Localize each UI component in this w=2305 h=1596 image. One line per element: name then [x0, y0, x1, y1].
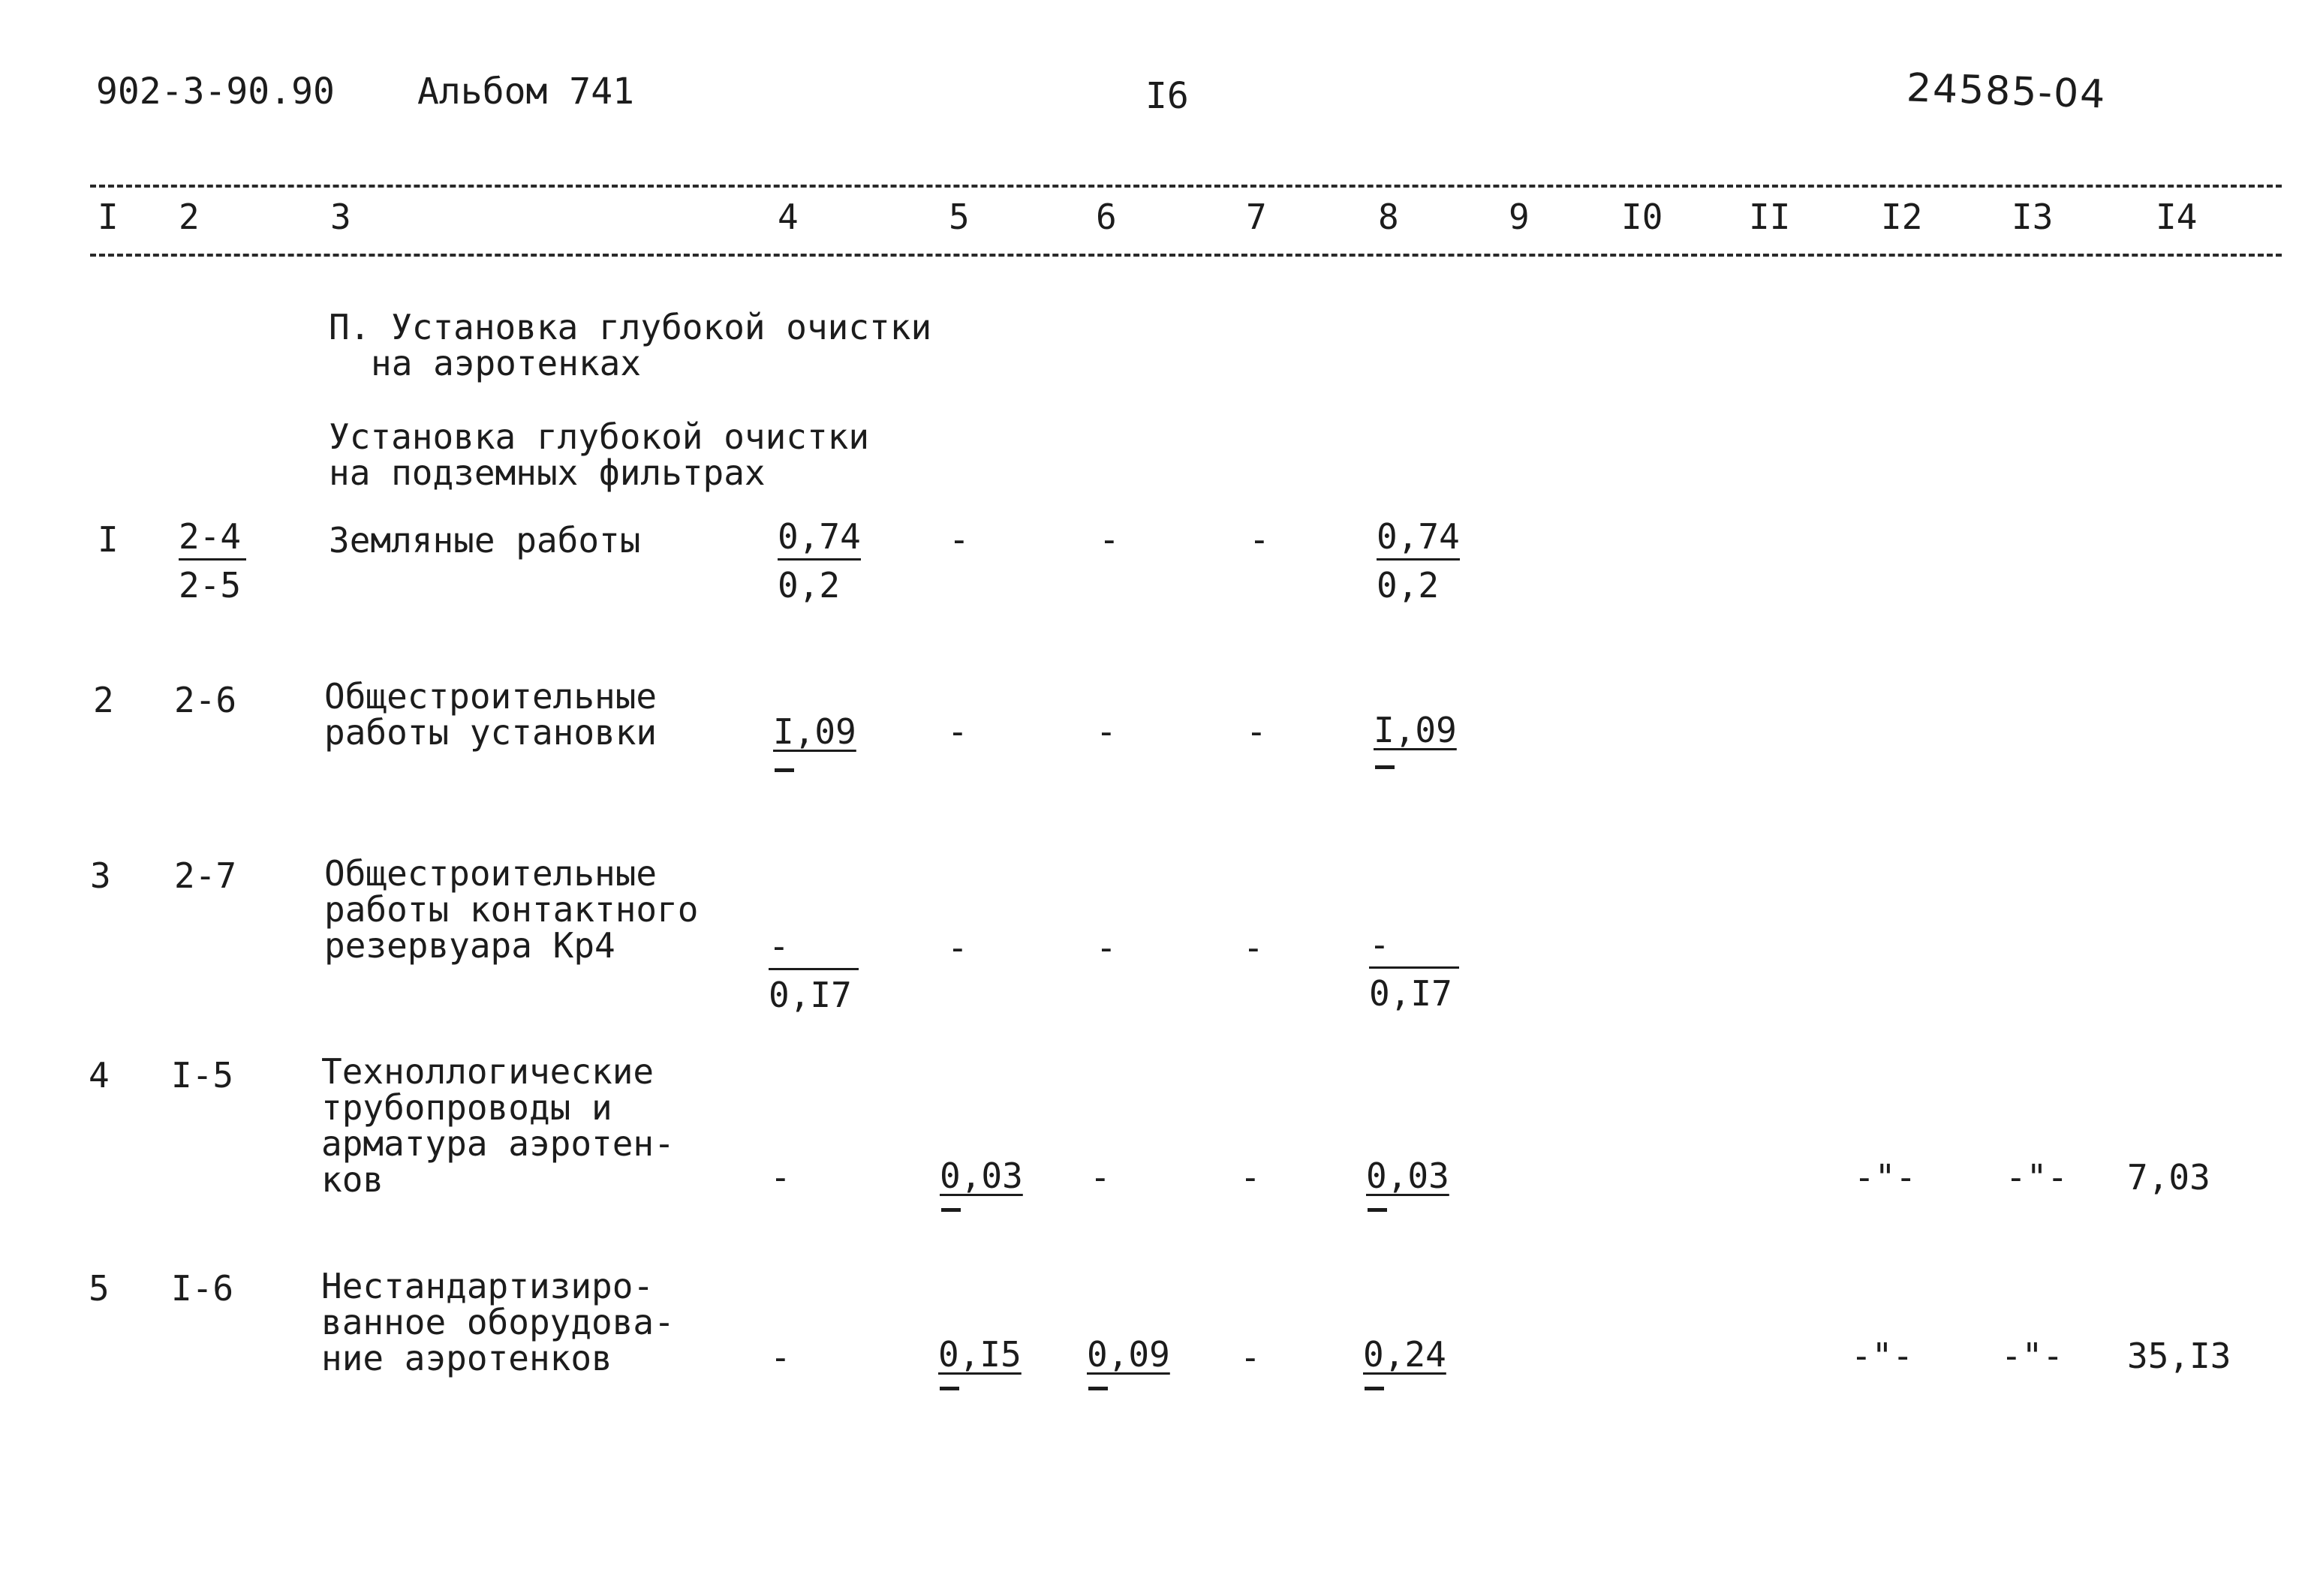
- col7-value: -: [1243, 927, 1264, 968]
- col6-value: -: [1096, 927, 1117, 968]
- column-number: 8: [1378, 197, 1399, 237]
- col5-value: 0,03: [940, 1156, 1023, 1196]
- empty-denominator-mark: [1368, 1208, 1387, 1212]
- row-code: 2-7: [174, 855, 237, 896]
- column-number: I2: [1881, 197, 1923, 237]
- col6-value: -: [1090, 1157, 1111, 1198]
- empty-denominator-mark: [775, 768, 794, 772]
- col5-value: -: [947, 711, 968, 752]
- col7-value: -: [1246, 711, 1267, 752]
- row-number: 5: [89, 1268, 110, 1309]
- row-code: I-5: [171, 1055, 234, 1096]
- col7-value: -: [1249, 519, 1270, 560]
- col4-value: -: [770, 1157, 791, 1198]
- column-number: I: [98, 197, 119, 237]
- column-number: 6: [1096, 197, 1117, 237]
- row-number: 4: [89, 1055, 110, 1096]
- album-label: Альбом 741: [417, 71, 634, 113]
- row-code: 2-6: [174, 680, 237, 720]
- empty-denominator-mark: [941, 1208, 961, 1212]
- row-number: 2: [93, 680, 114, 720]
- col13-value: -"-: [2006, 1157, 2069, 1198]
- work-name: Общестроительные работы контактного резервуара Кр4: [324, 853, 699, 966]
- column-number: 4: [778, 197, 799, 237]
- col8-value: - 0,I7: [1369, 927, 1459, 1011]
- column-number: 2: [179, 197, 200, 237]
- column-number: 7: [1246, 197, 1267, 237]
- col14-value: 7,03: [2127, 1157, 2210, 1198]
- column-number: I0: [1621, 197, 1663, 237]
- col8-value: 0,03: [1366, 1156, 1449, 1196]
- col7-value: -: [1240, 1337, 1261, 1378]
- col4-value: -: [770, 1337, 791, 1378]
- col6-value: -: [1096, 711, 1117, 752]
- col12-value: -"-: [1854, 1157, 1917, 1198]
- row-code: $\frac{2-4}{2-5}$: [179, 519, 246, 603]
- column-number: I4: [2156, 197, 2198, 237]
- column-number: II: [1749, 197, 1791, 237]
- col5-value: -: [949, 519, 970, 560]
- col8-value: 0,24: [1363, 1334, 1446, 1375]
- col6-value: -: [1099, 519, 1120, 560]
- column-number: I3: [2012, 197, 2054, 237]
- work-name: Земляные работы: [329, 520, 641, 561]
- column-number: 9: [1509, 197, 1530, 237]
- work-name: Техноллогические трубопроводы и арматура аэротен- ков: [321, 1051, 675, 1200]
- column-number: 3: [330, 197, 351, 237]
- col6-value: 0,09: [1087, 1334, 1170, 1375]
- col4-value: - 0,I7: [769, 929, 859, 1012]
- page-number: I6: [1145, 75, 1189, 117]
- col7-value: -: [1240, 1157, 1261, 1198]
- section-heading: П. Установка глубокой очистки на аэротенках: [329, 307, 932, 383]
- col4-value: $\frac{0,74}{0,2}$: [778, 516, 861, 606]
- col5-value: 0,I5: [938, 1334, 1022, 1375]
- row-number: I: [98, 519, 119, 560]
- work-name: Нестандартизиро- ванное оборудова- ние аэротенков: [321, 1266, 675, 1378]
- row-number: 3: [90, 855, 111, 896]
- col12-value: -"-: [1851, 1336, 1914, 1376]
- column-number: 5: [949, 197, 970, 237]
- work-name: Общестроительные работы установки: [324, 676, 657, 753]
- header-rule-bottom: [90, 254, 2282, 257]
- inventory-number: 24585-04: [1906, 65, 2108, 118]
- col13-value: -"-: [2001, 1336, 2064, 1376]
- header-rule-top: [90, 185, 2282, 188]
- subsection-heading: Установка глубокой очистки на подземных фильтрах: [329, 416, 870, 493]
- col5-value: -: [947, 927, 968, 968]
- empty-denominator-mark: [940, 1387, 959, 1390]
- empty-denominator-mark: [1375, 765, 1395, 769]
- empty-denominator-mark: [1365, 1387, 1384, 1390]
- col8-value: $\frac{0,74}{0,2}$: [1377, 516, 1460, 606]
- col4-value: I,09: [773, 711, 856, 752]
- empty-denominator-mark: [1088, 1387, 1108, 1390]
- col14-value: 35,I3: [2127, 1336, 2231, 1376]
- document-code: 902-3-90.90: [96, 71, 335, 113]
- col8-value: I,09: [1374, 710, 1457, 750]
- row-code: I-6: [171, 1268, 234, 1309]
